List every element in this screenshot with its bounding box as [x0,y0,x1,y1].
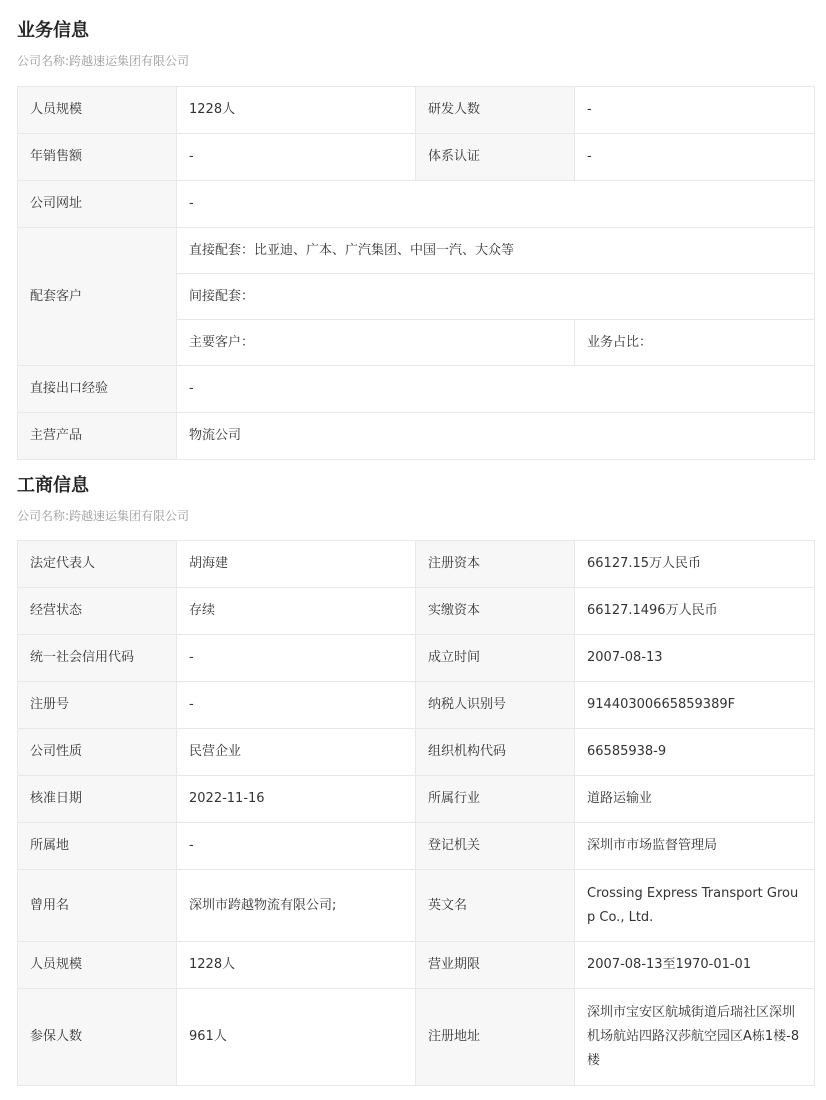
business-term-value: 2007-08-13至1970-01-01 [575,942,815,989]
rd-count-label: 研发人数 [416,87,575,134]
registered-address-value: 深圳市宝安区航城街道后瑞社区深圳机场航站四路汉莎航空园区A栋1楼-8楼 [575,989,815,1086]
org-code-label: 组织机构代码 [416,729,575,776]
annual-sales-value: - [177,134,416,181]
table-row [18,635,815,682]
org-code-value: 66585938-9 [575,729,815,776]
registration-no-label: 注册号 [18,682,177,729]
main-product-value: 物流公司 [177,413,815,460]
staff-size-value: 1228人 [177,87,416,134]
founded-date-value: 2007-08-13 [575,635,815,682]
table-row [18,942,815,989]
former-name-value: 深圳市跨越物流有限公司; [177,870,416,942]
registered-capital-label: 注册资本 [416,541,575,588]
former-name-label: 曾用名 [18,870,177,942]
registration-authority-value: 深圳市市场监督管理局 [575,823,815,870]
direct-export-value: - [177,366,815,413]
registry-info-title: 工商信息 [17,475,89,496]
legal-rep-value: 胡海建 [177,541,416,588]
operating-status-value: 存续 [177,588,416,635]
business-share-value: 业务占比： [575,320,815,366]
business-info-section [17,19,814,69]
table-row [18,870,815,942]
staff-size-label: 人员规模 [18,87,177,134]
company-type-value: 民营企业 [177,729,416,776]
table-row [18,413,815,460]
registry-info-table [17,540,815,1086]
main-product-label: 主营产品 [18,413,177,460]
registered-capital-value: 66127.15万人民币 [575,541,815,588]
table-row [18,181,815,228]
annual-sales-label: 年销售额 [18,134,177,181]
table-row [18,729,815,776]
main-customers-value: 主要客户： [177,320,575,366]
table-row [18,134,815,181]
table-row [18,682,815,729]
rd-count-value: - [575,87,815,134]
registration-authority-label: 登记机关 [416,823,575,870]
registry-company-name: 公司名称:跨越速运集团有限公司 [17,509,190,523]
founded-date-label: 成立时间 [416,635,575,682]
table-row [18,228,815,274]
business-info-title: 业务信息 [17,20,89,41]
business-term-label: 营业期限 [416,942,575,989]
website-label: 公司网址 [18,181,177,228]
registered-address-label: 注册地址 [416,989,575,1086]
registry-info-section [17,474,814,524]
table-row [18,823,815,870]
table-row [18,989,815,1086]
legal-rep-label: 法定代表人 [18,541,177,588]
industry-value: 道路运输业 [575,776,815,823]
location-label: 所属地 [18,823,177,870]
certification-value: - [575,134,815,181]
direct-export-label: 直接出口经验 [18,366,177,413]
english-name-value: Crossing Express Transport Group Co., Ltd. [575,870,815,942]
credit-code-value: - [177,635,416,682]
table-row [18,87,815,134]
website-value: - [177,181,815,228]
staff-size-label: 人员规模 [18,942,177,989]
taxpayer-id-label: 纳税人识别号 [416,682,575,729]
approval-date-value: 2022-11-16 [177,776,416,823]
insured-count-value: 961人 [177,989,416,1086]
table-row [18,366,815,413]
taxpayer-id-value: 91440300665859389F [575,682,815,729]
company-type-label: 公司性质 [18,729,177,776]
certification-label: 体系认证 [416,134,575,181]
insured-count-label: 参保人数 [18,989,177,1086]
paid-capital-label: 实缴资本 [416,588,575,635]
operating-status-label: 经营状态 [18,588,177,635]
approval-date-label: 核准日期 [18,776,177,823]
paid-capital-value: 66127.1496万人民币 [575,588,815,635]
business-company-name: 公司名称:跨越速运集团有限公司 [17,54,190,68]
industry-label: 所属行业 [416,776,575,823]
staff-size-value: 1228人 [177,942,416,989]
credit-code-label: 统一社会信用代码 [18,635,177,682]
business-info-table [17,86,815,460]
registration-no-value: - [177,682,416,729]
table-row [18,588,815,635]
english-name-label: 英文名 [416,870,575,942]
location-value: - [177,823,416,870]
indirect-supporting-value: 间接配套： [177,274,815,320]
direct-supporting-value: 直接配套：比亚迪、广本、广汽集团、中国一汽、大众等 [177,228,815,274]
table-row [18,776,815,823]
table-row [18,541,815,588]
supporting-customers-label: 配套客户 [18,228,177,366]
